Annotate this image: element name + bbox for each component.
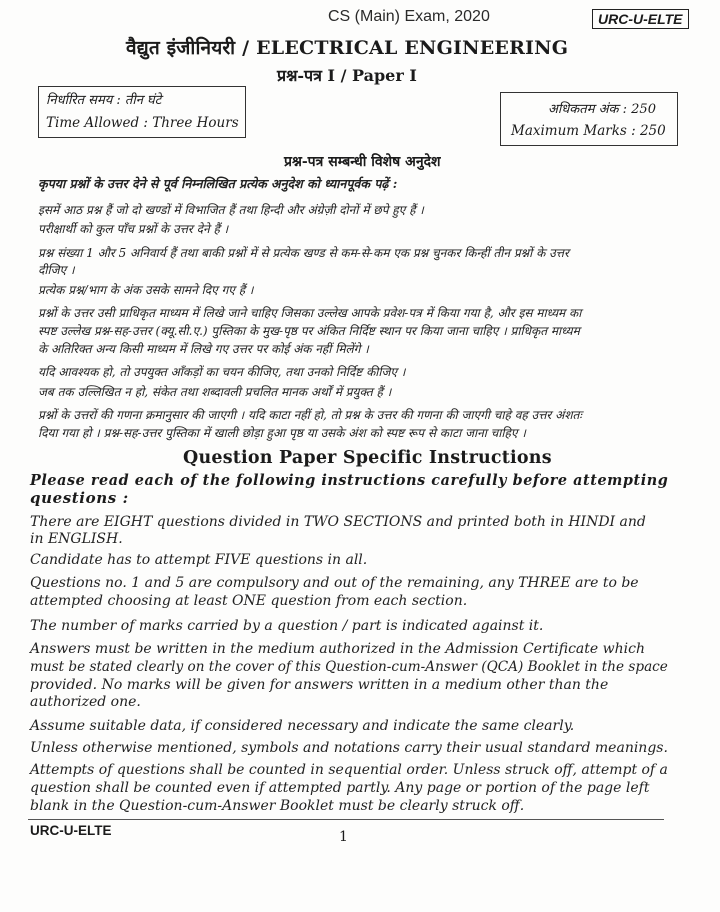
english-intro-line: questions : — [30, 489, 129, 507]
english-instruction-line: in ENGLISH. — [30, 531, 123, 547]
english-instruction-line: provided. No marks will be given for answers written in a medium other than the — [30, 677, 609, 693]
english-instruction-line: authorized one. — [30, 694, 141, 710]
hindi-instruction-line: जब तक उल्लिखित न हो, संकेत तथा शब्दावली प्रचलित मानक अर्थों में प्रयुक्त हैं । — [38, 385, 392, 399]
maximum-marks-english: Maximum Marks : 250 — [511, 123, 666, 139]
exam-name: CS (Main) Exam, 2020 — [328, 8, 490, 25]
hindi-instruction-line: परीक्षार्थी को कुल पाँच प्रश्नों के उत्तर देने हैं । — [38, 222, 229, 236]
english-intro-line: Please read each of the following instructions carefully before attempting — [30, 471, 669, 489]
english-instruction-line: There are EIGHT questions divided in TWO SECTIONS and printed both in HINDI and — [30, 514, 646, 530]
hindi-instruction-line: प्रश्नों के उत्तरों की गणना क्रमानुसार की जाएगी । यदि काटा नहीं हो, तो प्रश्न के उत्तर की गणना की जाएगी चाहे वह उत्तर अंशतः — [38, 408, 582, 422]
english-instruction-line: Assume suitable data, if considered necessary and indicate the same clearly. — [30, 718, 575, 734]
english-instruction-line: attempted choosing at least ONE question from each section. — [30, 593, 468, 609]
hindi-instruction-line: कृपया प्रश्नों के उत्तर देने से पूर्व निम्नलिखित प्रत्येक अनुदेश को ध्यानपूर्वक पढ़ें : — [38, 176, 398, 191]
english-instruction-line: question shall be counted even if attempted partly. Any page or portion of the page left — [30, 780, 650, 796]
subject-title: वैद्युत इंजीनियरी / ELECTRICAL ENGINEERING — [126, 37, 569, 59]
hindi-instruction-line: प्रत्येक प्रश्न/भाग के अंक उसके सामने दिए गए हैं । — [38, 283, 254, 297]
english-instruction-line: Attempts of questions shall be counted in sequential order. Unless struck off, attempt of a — [30, 762, 668, 778]
hindi-instruction-line: प्रश्न संख्या 1 और 5 अनिवार्य हैं तथा बाकी प्रश्नों में से प्रत्येक खण्ड से कम-से-कम एक प्रश्न चुनकर किन्हीं तीन प्रश्नों के उत्तर — [38, 246, 569, 260]
english-instructions-heading: Question Paper Specific Instructions — [183, 448, 552, 468]
hindi-instruction-line: दिया गया हो । प्रश्न-सह-उत्तर पुस्तिका में खाली छोड़ा हुआ पृष्ठ या उसके अंश को स्पष्ट रूप से काटा जाना चाहिए । — [38, 426, 526, 440]
english-instruction-line: blank in the Question-cum-Answer Booklet must be clearly struck off. — [30, 798, 525, 814]
hindi-instruction-line: यदि आवश्यक हो, तो उपयुक्त आँकड़ों का चयन कीजिए, तथा उनको निर्दिष्ट कीजिए । — [38, 365, 406, 379]
paper-number: प्रश्न-पत्र I / Paper I — [277, 66, 417, 85]
english-instruction-line: Unless otherwise mentioned, symbols and notations carry their usual standard meanings. — [30, 740, 668, 756]
hindi-instruction-line: प्रश्नों के उत्तर उसी प्राधिकृत माध्यम में लिखे जाने चाहिए जिसका उल्लेख आपके प्रवेश-पत्र में किया गया है, और इस माध्यम का — [38, 306, 582, 320]
paper-code-badge: URC-U-ELTE — [592, 9, 689, 29]
maximum-marks-hindi: अधिकतम अंक : 250 — [548, 102, 656, 117]
hindi-instructions-heading: प्रश्न-पत्र सम्बन्धी विशेष अनुदेश — [284, 154, 441, 170]
english-instruction-line: Answers must be written in the medium authorized in the Admission Certificate which — [30, 641, 645, 657]
english-instruction-line: must be stated clearly on the cover of this Question-cum-Answer (QCA) Booklet in the space — [30, 659, 668, 675]
english-instruction-line: The number of marks carried by a question / part is indicated against it. — [30, 618, 544, 634]
hindi-instruction-line: दीजिए । — [38, 263, 75, 277]
page-number: 1 — [339, 829, 348, 845]
hindi-instruction-line: इसमें आठ प्रश्न हैं जो दो खण्डों में विभाजित हैं तथा हिन्दी और अंग्रेज़ी दोनों में छपे हुए हैं । — [38, 203, 424, 217]
footer-paper-code: URC-U-ELTE — [30, 823, 112, 838]
hindi-instruction-line: के अतिरिक्त अन्य किसी माध्यम में लिखे गए उत्तर पर कोई अंक नहीं मिलेंगे । — [38, 342, 369, 356]
english-instruction-line: Candidate has to attempt FIVE questions in all. — [30, 552, 368, 568]
english-instruction-line: Questions no. 1 and 5 are compulsory and out of the remaining, any THREE are to be — [30, 575, 639, 591]
time-allowed-english: Time Allowed : Three Hours — [46, 115, 239, 131]
hindi-instruction-line: स्पष्ट उल्लेख प्रश्न-सह-उत्तर (क्यू.सी.ए.) पुस्तिका के मुख-पृष्ठ पर अंकित निर्दिष्ट स्थान पर किया जाना चाहिए । प्राधिकृत माध्यम — [38, 324, 580, 338]
footer-divider — [28, 819, 664, 820]
time-allowed-hindi: निर्धारित समय : तीन घंटे — [46, 93, 162, 108]
